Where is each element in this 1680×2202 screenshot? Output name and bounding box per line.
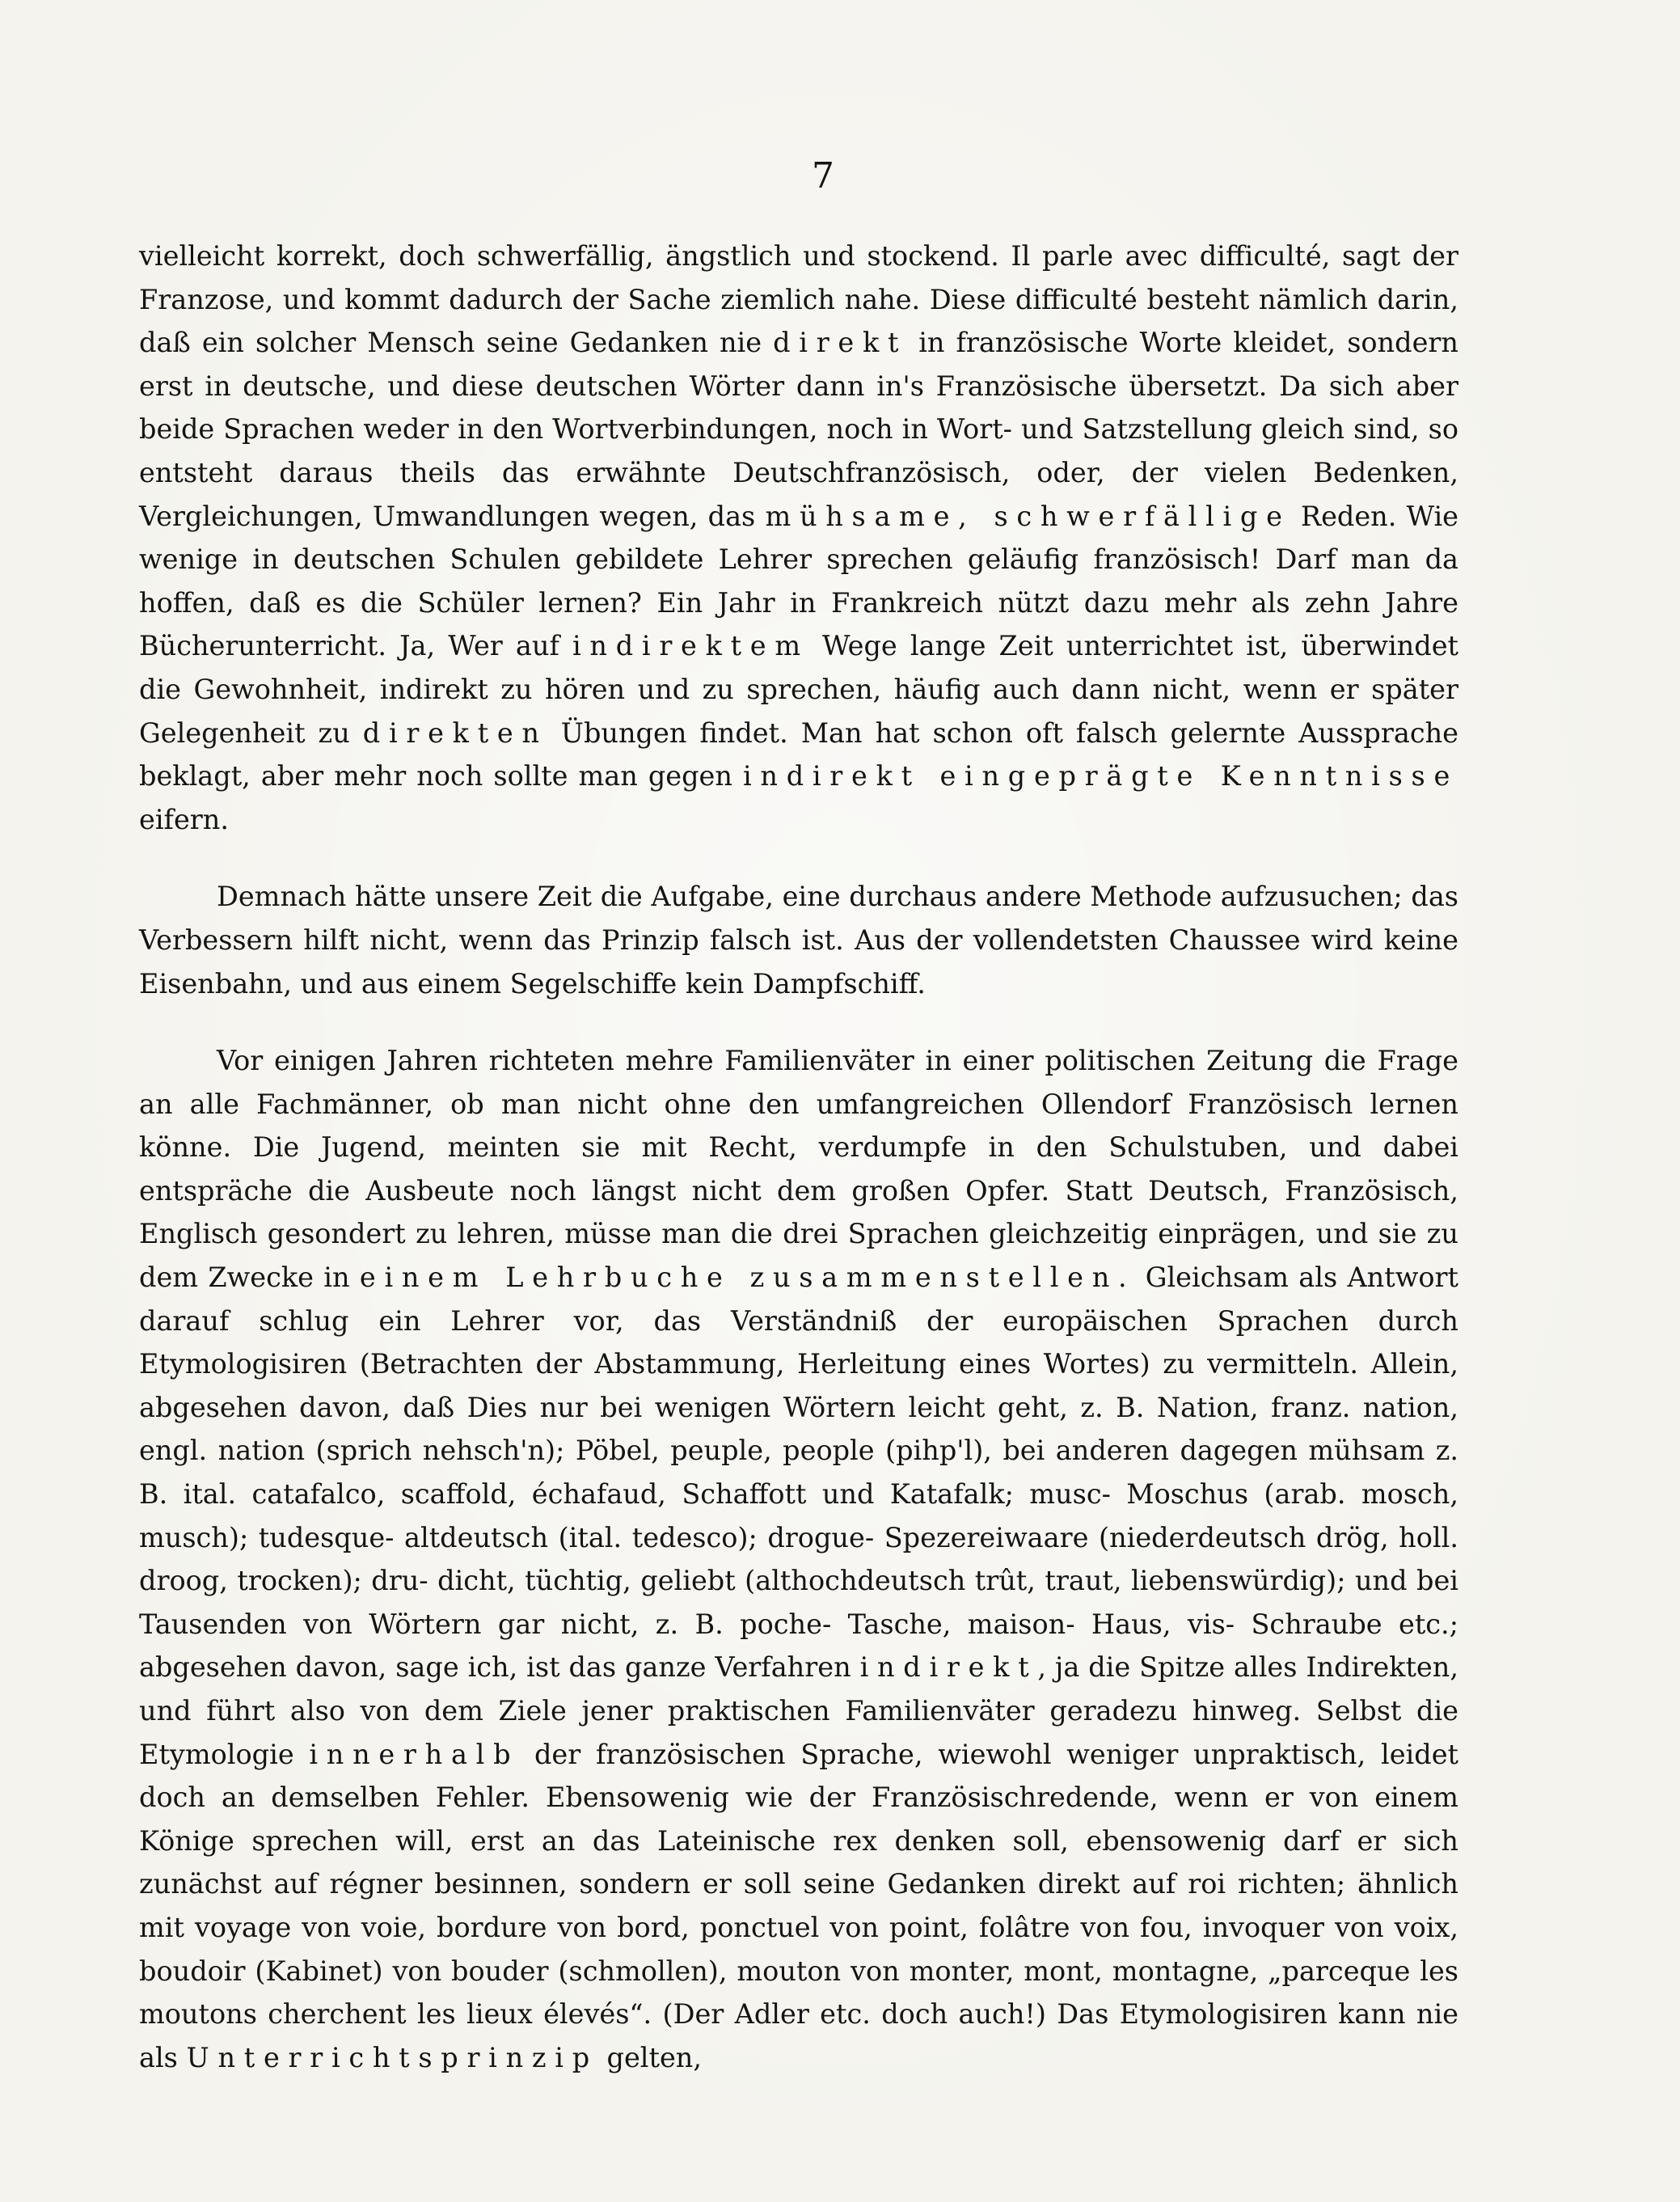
emphasis-spaced-text: indirektem	[572, 630, 809, 662]
text-run: , ja die Spitze alles Indirekten, und führt also von dem Ziele jener praktischen Familienväter geradezu hinweg. Selbst die Etymologie	[139, 1651, 1458, 1770]
emphasis-spaced-text: direkten	[362, 716, 548, 749]
paragraph-3	[139, 1039, 1458, 2079]
text-run: in französische Worte kleidet, sondern erst in deutsche, und diese deutschen Wörter dann in's Französische übersetzt. Da sich aber beide Sprachen weder in den Wortverbindungen, noch in Wort- und Satzstellung gleich sind, so entsteht daraus theils das erwähnte Deutschfranzösisch, oder, der vielen Bedenken, Vergleichungen, Umwandlungen wegen, das	[139, 327, 1458, 532]
paragraph-2	[139, 875, 1458, 1005]
emphasis-spaced-text: Unterrichtsprinzip	[186, 2041, 598, 2073]
text-run: Reden. Wie wenige in deutschen Schulen gebildete Lehrer sprechen geläufig französisch! Darf man da hoffen, daß es die Schüler lernen? Ein Jahr in Frankreich nützt dazu mehr als zehn Jahre Bücherunterricht. Ja, Wer auf	[139, 500, 1458, 662]
emphasis-spaced-text: indirekt eingeprägte Kenntnisse	[742, 760, 1458, 792]
text-run: Wege lange Zeit unterrichtet ist, überwindet die Gewohnheit, indirekt zu hören und zu sprechen, häufig auch dann nicht, wenn er später Gelegenheit zu	[139, 630, 1458, 749]
text-run: gelten,	[597, 2041, 703, 2073]
text-run: vielleicht korrekt, doch schwerfällig, ängstlich und stockend. Il parle avec difficulté, sagt der Franzose, und kommt dadurch der Sache ziemlich nahe. Diese difficulté besteht nämlich darin, daß ein solcher Mensch seine Gedanken nie	[139, 240, 1458, 359]
emphasis-spaced-text: innerhalb	[309, 1738, 520, 1770]
text-run: Übungen findet. Man hat schon oft falsch gelernte Aussprache beklagt, aber mehr noch sollte man gegen	[139, 716, 1458, 792]
emphasis-spaced-text: direkt	[773, 327, 908, 359]
emphasis-spaced-text: einem Lehrbuche zusammenstellen.	[359, 1262, 1136, 1294]
text-run: Gleichsam als Antwort darauf schlug ein Lehrer vor, das Verständniß der europäischen Sprachen durch Etymologisiren (Betrachten der Abstammung, Herleitung eines Wortes) zu vermitteln. Allein, abgesehen davon, daß Dies nur bei wenigen Wörtern leicht geht, z. B. Nation, franz. nation, engl. nation (sprich nehsch'n); Pöbel, peuple, people (pihp'l), bei anderen dagegen mühsam z. B. ital. catafalco, scaffold, échafaud, Schaffott und Katafalk; musc- Moschus (arab. mosch, musch); tudesque- altdeutsch (ital. tedesco); drogue- Spezereiwaare (niederdeutsch drög, holl. droog, trocken); dru- dicht, tüchtig, geliebt (althochdeutsch trût, traut, liebenswürdig); und bei Tausenden von Wörtern gar nicht, z. B. poche- Tasche, maison- Haus, vis- Schraube etc.; abgesehen davon, sage ich, ist das ganze Verfahren	[139, 1262, 1459, 1684]
page-number: 7	[812, 155, 834, 197]
paragraph-1	[139, 235, 1458, 841]
emphasis-spaced-text: indirekt	[859, 1651, 1038, 1684]
emphasis-spaced-text: mühsame, schwerfällige	[765, 500, 1291, 532]
body-text	[139, 235, 1458, 2079]
text-run: Vor einigen Jahren richteten mehre Familienväter in einer politischen Zeitung die Frage an alle Fachmänner, ob man nicht ohne den umfangreichen Ollendorf Französisch lernen könne. Die Jugend, meinten sie mit Recht, verdumpfe in den Schulstuben, und dabei entspräche die Ausbeute noch längst nicht dem großen Opfer. Statt Deutsch, Französisch, Englisch gesondert zu lehren, müsse man die drei Sprachen gleichzeitig einprägen, und sie zu dem Zwecke in	[139, 1045, 1458, 1294]
text-run: der französischen Sprache, wiewohl weniger unpraktisch, leidet doch an demselben Fehler. Ebensowenig wie der Französischredende, wenn er von einem Könige sprechen will, erst an das Lateinische rex denken soll, ebensowenig darf er sich zunächst auf régner besinnen, sondern er soll seine Gedanken direkt auf roi richten; ähnlich mit voyage von voie, bordure von bord, ponctuel von point, folâtre von fou, invoquer von voix, boudoir (Kabinet) von bouder (schmollen), mouton von monter, mont, montagne, „parceque les moutons cherchent les lieux élevés“. (Der Adler etc. doch auch!) Das Etymologisiren kann nie als	[139, 1738, 1458, 2073]
text-run: eifern.	[139, 803, 230, 835]
text-run: Demnach hätte unsere Zeit die Aufgabe, eine durchaus andere Methode aufzusuchen; das Verbessern hilft nicht, wenn das Prinzip falsch ist. Aus der vollendetsten Chaussee wird keine Eisenbahn, und aus einem Segelschiffe kein Dampfschiff.	[139, 881, 1458, 1000]
